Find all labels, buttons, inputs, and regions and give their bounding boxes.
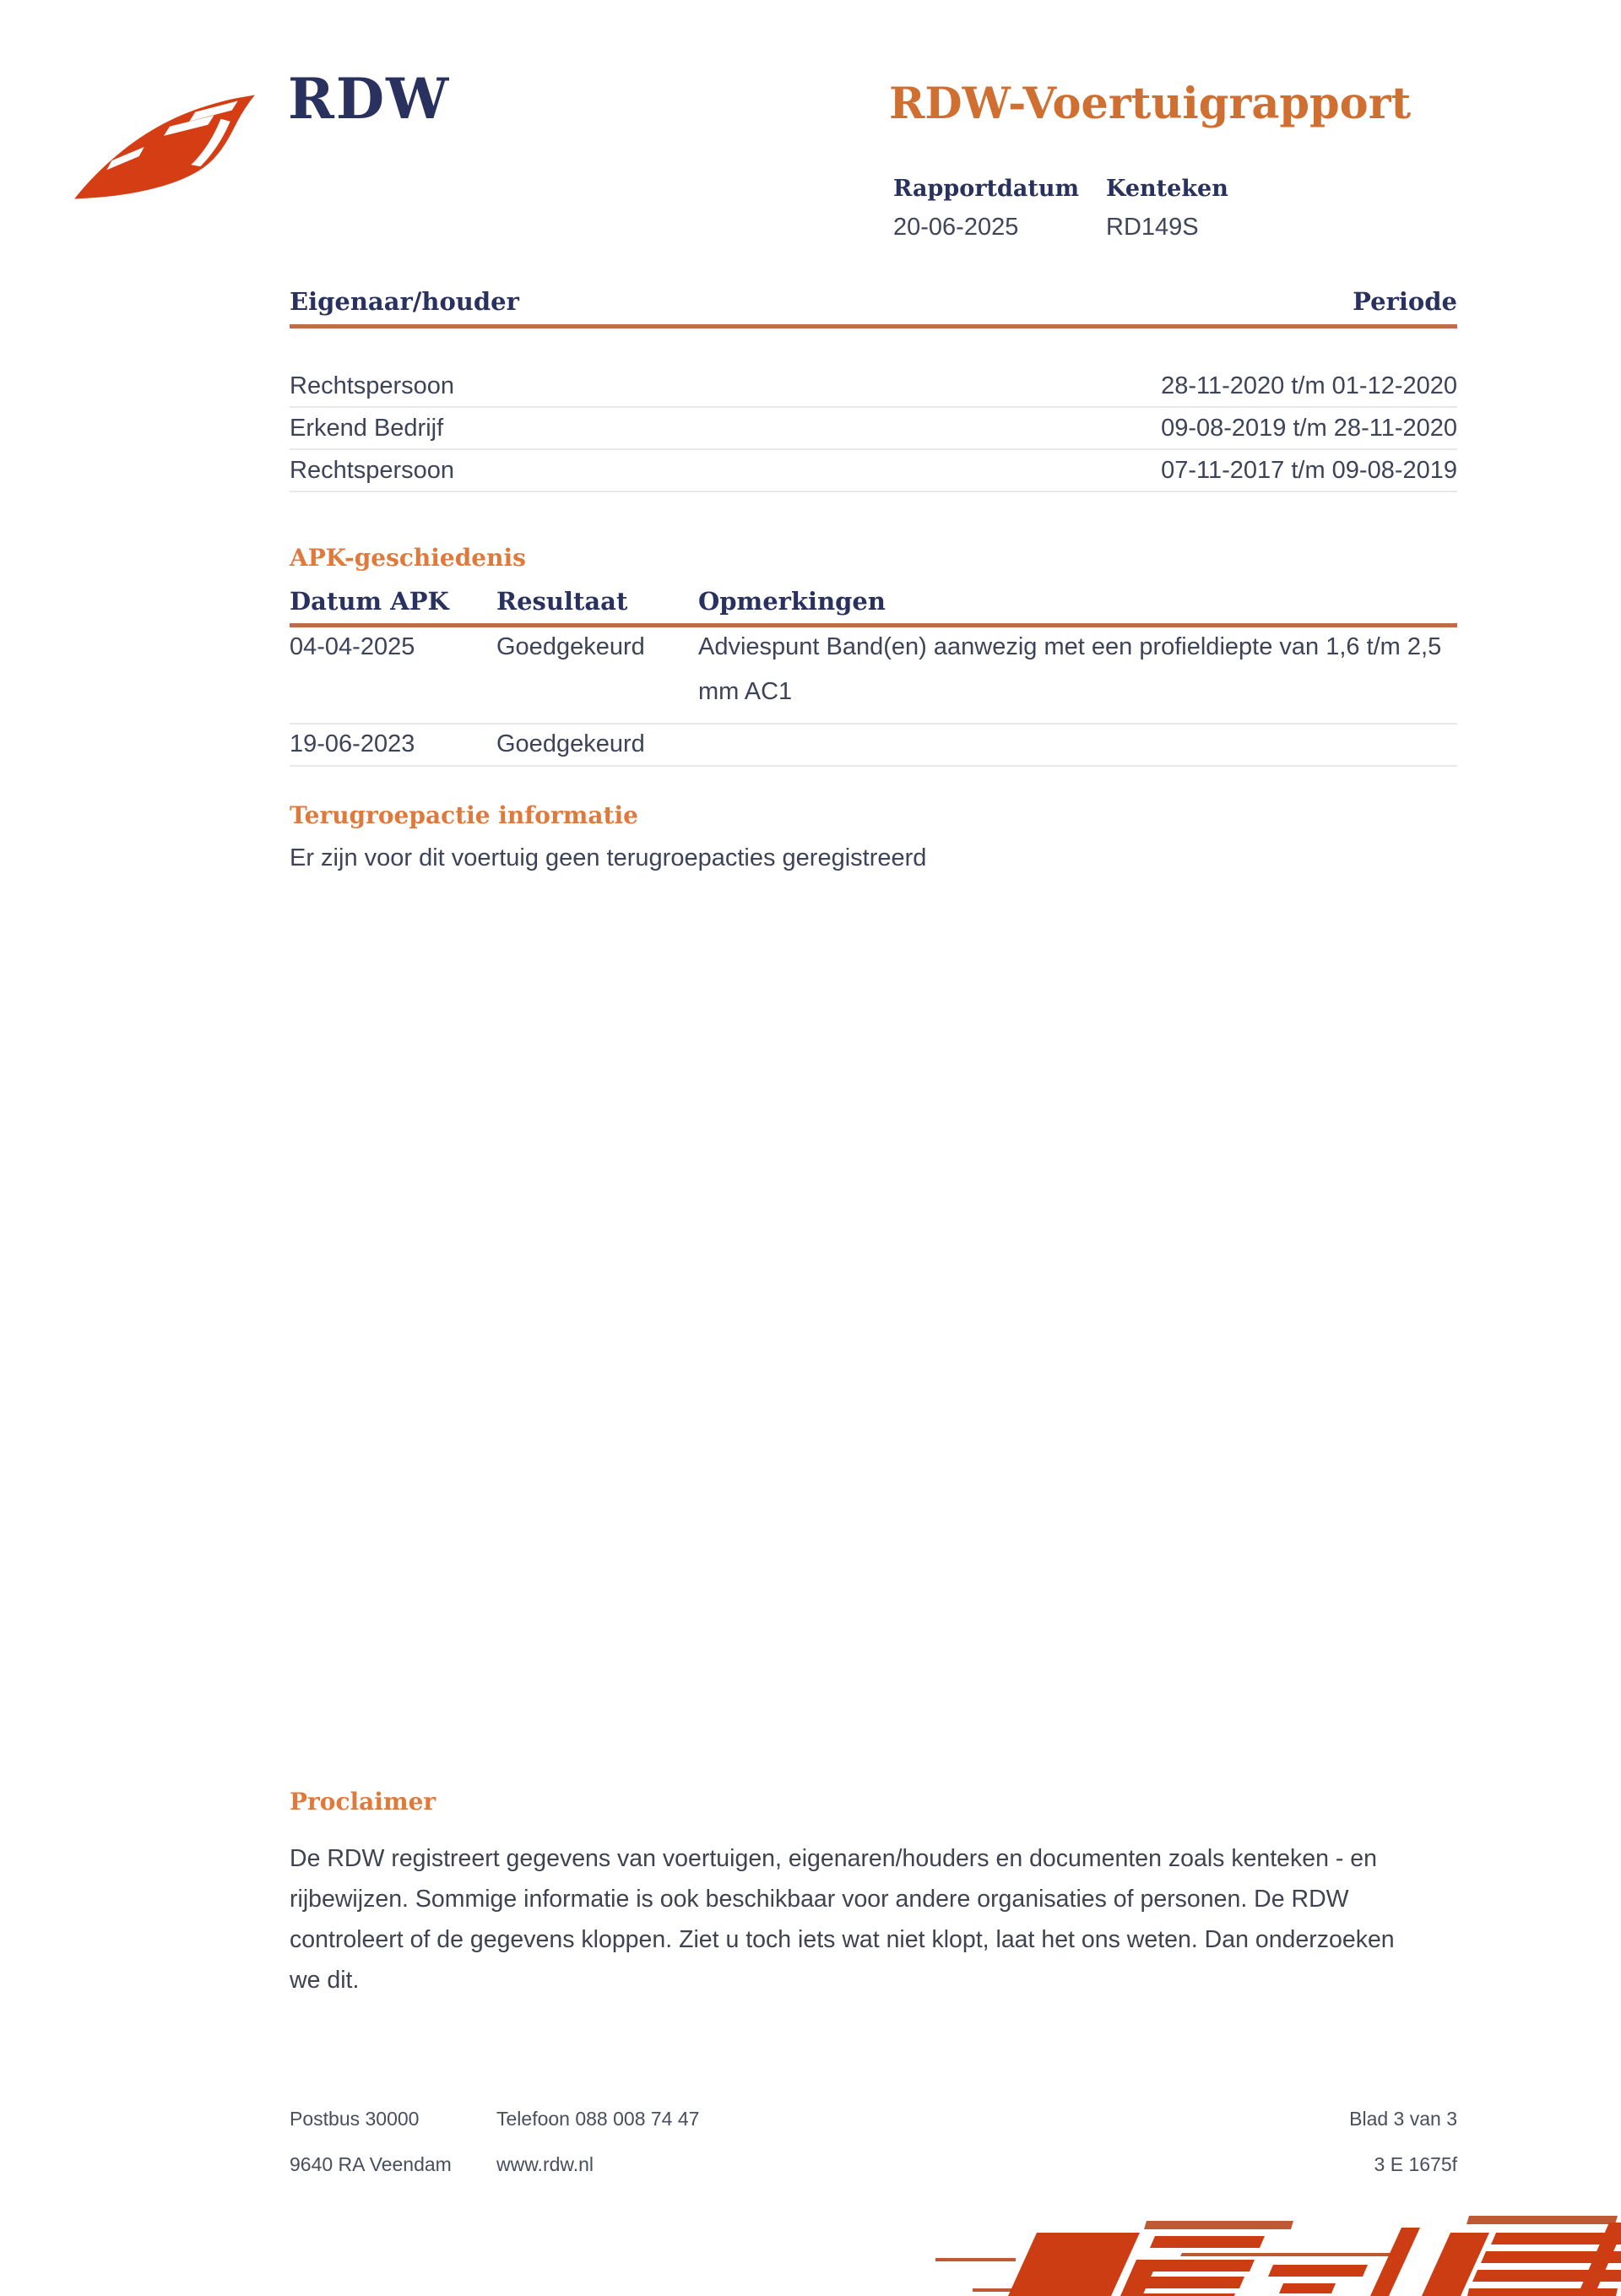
table-row: [290, 627, 1457, 725]
recall-info-heading: Terugroepactie informatie: [290, 801, 638, 829]
rdw-swoosh-icon: [69, 93, 265, 204]
license-plate-value: RD149S: [1106, 214, 1199, 241]
footer-row: [290, 2108, 1457, 2130]
table-row: [290, 366, 1457, 408]
page-title: RDW-Voertuigrapport: [889, 79, 1412, 129]
apk-history-section: [290, 544, 1457, 767]
owner-period: 28-11-2020 t/m 01-12-2020: [1161, 372, 1457, 399]
owner-type: Rechtspersoon: [290, 372, 455, 399]
table-row: [290, 408, 1457, 450]
rdw-speed-pattern-icon: [929, 2216, 1621, 2296]
footer-postbus: Postbus 30000: [290, 2108, 420, 2130]
apk-remark: Adviespunt Band(en) aanwezig met een profieldiepte van 1,6 t/m 2,5 mm AC1: [698, 633, 1442, 705]
owner-period: 07-11-2017 t/m 09-08-2019: [1161, 457, 1457, 484]
table-row: [290, 725, 1457, 767]
proclaimer-text: De RDW registreert gegevens van voertuigen, eigenaren/houders en documenten zoals kenteken - en rijbewijzen. Sommige informatie is ook beschikbaar voor andere organisaties of personen. De RDW controleert of de gegevens kloppen. Ziet u toch iets wat niet klopt, laat het ons weten. Dan onderzoeken we dit.: [290, 1845, 1395, 1994]
apk-date: 04-04-2025: [290, 633, 415, 660]
period-heading: Periode: [1353, 287, 1457, 316]
apk-remark: [698, 722, 1457, 757]
owner-type: Rechtspersoon: [290, 457, 455, 484]
owner-holder-section: [290, 287, 1457, 492]
table-row: [290, 450, 1457, 492]
report-meta: [893, 176, 1228, 242]
owner-period: 09-08-2019 t/m 28-11-2020: [1161, 415, 1457, 442]
footer-page-indicator: Blad 3 van 3: [1349, 2108, 1457, 2130]
apk-date: 19-06-2023: [290, 730, 415, 757]
section-rule: [290, 324, 1457, 328]
column-header-result: Resultaat: [496, 587, 628, 616]
apk-history-heading: APK-geschiedenis: [290, 544, 526, 572]
apk-column-headers: [290, 587, 1457, 616]
report-date-value: 20-06-2025: [893, 214, 1019, 241]
owner-holder-rows: [290, 366, 1457, 492]
footer-row: [290, 2153, 1457, 2176]
license-plate-label: Kenteken: [1106, 176, 1228, 202]
report-date-label: Rapportdatum: [893, 176, 1080, 202]
owner-holder-heading: Eigenaar/houder: [290, 287, 519, 316]
rdw-logo-text: RDW: [288, 66, 451, 132]
apk-result: Goedgekeurd: [496, 633, 645, 660]
footer-phone: Telefoon 088 008 74 47: [496, 2108, 700, 2130]
page-footer: [290, 2108, 1457, 2199]
proclaimer-section: [290, 1788, 1457, 2000]
column-header-date: Datum APK: [290, 587, 449, 616]
footer-city: 9640 RA Veendam: [290, 2153, 452, 2175]
footer-doc-code: 3 E 1675f: [1374, 2153, 1457, 2175]
recall-info-section: [290, 801, 1457, 872]
license-plate-block: [1106, 176, 1228, 242]
column-header-remarks: Opmerkingen: [698, 587, 886, 616]
apk-result: Goedgekeurd: [496, 730, 645, 757]
footer-website: www.rdw.nl: [496, 2153, 594, 2175]
recall-info-text: Er zijn voor dit voertuig geen terugroepacties geregistreerd: [290, 844, 927, 871]
owner-type: Erkend Bedrijf: [290, 415, 444, 442]
proclaimer-heading: Proclaimer: [290, 1788, 436, 1816]
report-date-block: [893, 176, 1080, 242]
owner-holder-header: [290, 287, 1457, 316]
